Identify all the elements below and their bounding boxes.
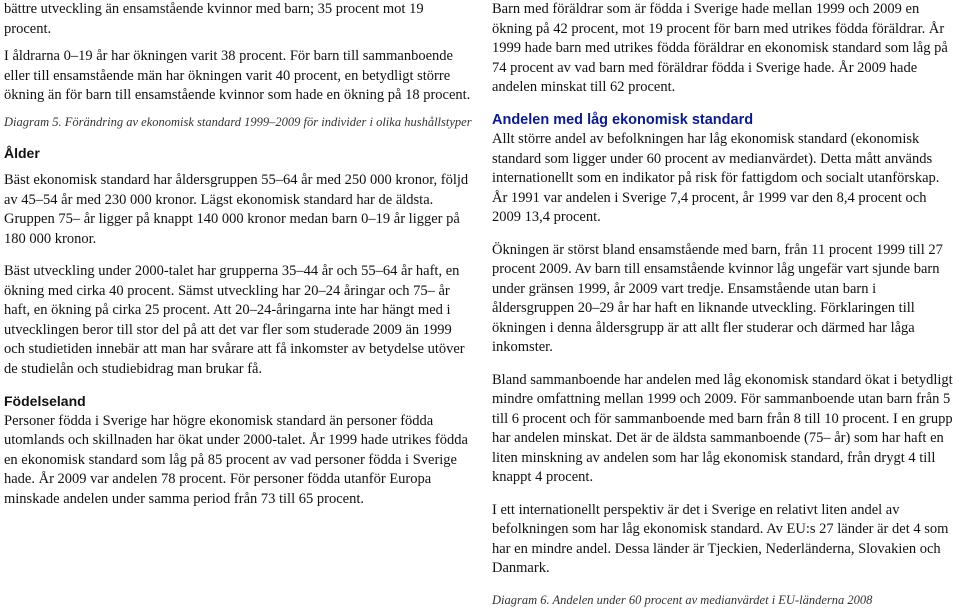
- paragraph-single-women-children: bättre utveckling än ensamstående kvinnor med barn; 35 procent mot 19 procent.: [4, 1, 424, 37]
- paragraph-low-standard-share: Allt större andel av befolkningen har låg ekonomisk standard (ekonomisk standard som ligger under 60 procent av medianvärdet). Detta mått används internationellt som en indikator på risk för fattigdom och socialt utanförskap. År 1991 var andelen i Sverige 7,4 procent, år 1999 var den 8,4 procent och 2009 13,4 procent.: [492, 131, 940, 225]
- paragraph-international: I ett internationellt perspektiv är det i Sverige en relativt liten andel av befolkningen som har låg ekonomisk standard. Av EU:s 27 länder är det 4 som har en mindre andel. Dessa länder är Tjeckien, Nederländerna, Slovakien och Danmark.: [492, 501, 949, 576]
- paragraph-cohabiting: Bland sammanboende har andelen med låg ekonomisk standard ökat i betydligt mindre omfattning mellan 1999 och 2009. För sammanboende utan barn från 5 till 6 procent och för sammanboende med barn från 8 till 10 procent. I en grupp har andelen minskat. Det är de äldsta sammanboende (75– år) som har haft en liten minskning av andelen som har låg ekonomisk standard, från drygt 4 till knappt 4 procent.: [492, 371, 953, 485]
- diagram-6-caption: Diagram 6. Andelen under 60 procent av medianvärdet i EU-länderna 2008: [492, 592, 873, 607]
- paragraph-age-development: Bäst utveckling under 2000-talet har grupperna 35–44 år och 55–64 år haft, en ökning med cirka 40 procent. Sämst utveckling har 20–24 åringar och 75– år haft, en ökning på cirka 25 procent. Att 20–24-åringarna inte har hängt med i utvecklingen beror till stor del på att det var fler som studerade 2009 än 1999 och studietiden innebär att man har svårare att få inkomster av betydelse utöver de studielån och studiebidrag man brukar få.: [4, 263, 465, 377]
- heading-fodelseland: Födelseland: [4, 393, 86, 409]
- right-column: [492, 0, 958, 609]
- diagram-5-caption: Diagram 5. Förändring av ekonomisk standard 1999–2009 för individer i olika hushållstyper: [4, 114, 472, 129]
- paragraph-single-parents-increase: Ökningen är störst bland ensamstående med barn, från 11 procent 1999 till 27 procent 2009. Av barn till ensamstående kvinnor låg ungefär vart sjunde barn under gränsen 1999, år 2009 vart tredje. Ensamstående utan barn i åldersgruppen 20–29 år har haft en liknande utveckling. Förklaringen till ökningen i denna åldersgrupp är att allt fler studerar och därmed har låga inkomster.: [492, 241, 943, 355]
- left-column: [4, 0, 472, 509]
- paragraph-age-0-19: I åldrarna 0–19 år har ökningen varit 38 procent. För barn till sammanboende eller till ensamstående män har ökningen varit 40 procent, en betydligt större ökning än för barn till ensamstående kvinnor som hade en ökning på 18 procent.: [4, 48, 471, 103]
- paragraph-age-standard: Bäst ekonomisk standard har åldersgruppen 55–64 år med 250 000 kronor, följd av 45–54 år med 230 000 kronor. Lägst ekonomisk standard har de äldsta. Gruppen 75– år ligger på knappt 140 000 kronor medan barn 0–19 år ligger på 180 000 kronor.: [4, 172, 469, 247]
- paragraph-country-of-birth: Personer födda i Sverige har högre ekonomisk standard än personer födda utomlands och skillnaden har ökat under 2000-talet. År 1999 hade utrikes födda en ekonomisk standard som låg på 85 procent av vad personer födda i Sverige hade. År 2009 var andelen 78 procent. För personer födda utanför Europa minskade andelen under samma period från 73 till 65 procent.: [4, 412, 468, 507]
- heading-low-economic-standard: Andelen med låg ekonomisk standard: [492, 111, 754, 128]
- paragraph-children-parents-born: Barn med föräldrar som är födda i Sverige hade mellan 1999 och 2009 en ökning på 42 procent, mot 19 procent för barn med utrikes födda föräldrar. År 1999 hade barn med utrikes födda föräldrar en ekonomisk standard som låg på 74 procent av vad barn med föräldrar födda i Sverige hade. År 2009 hade andelen minskat till 62 procent.: [492, 1, 948, 95]
- heading-alder: Ålder: [4, 144, 40, 161]
